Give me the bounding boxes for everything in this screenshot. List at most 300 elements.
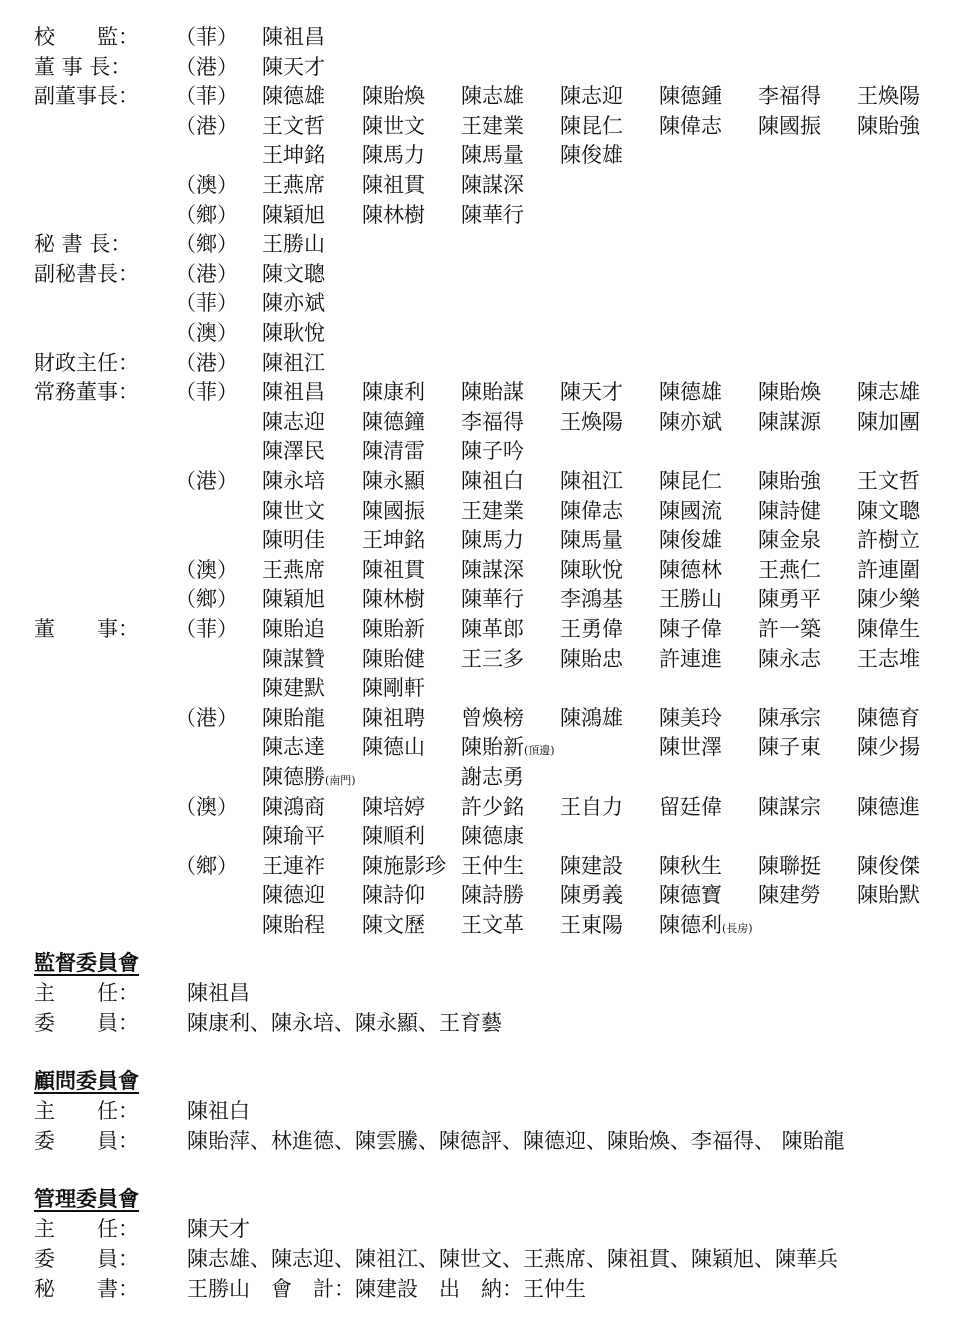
position-title: 秘 書 長： xyxy=(34,232,132,257)
member-name-text: 陳穎旭 xyxy=(262,587,325,612)
member-name-text: 王自力 xyxy=(560,794,623,819)
member-name xyxy=(758,407,821,437)
member-name-text: 陳勇平 xyxy=(758,587,821,612)
member-name-text: 陳鴻商 xyxy=(262,794,325,819)
member-name xyxy=(262,318,325,348)
member-name xyxy=(262,111,325,141)
member-name xyxy=(262,466,325,496)
roster-row xyxy=(0,496,980,526)
committee-row xyxy=(0,1126,980,1156)
roster-row xyxy=(0,703,980,733)
member-name-text: 陳文聰 xyxy=(262,261,325,286)
roster-row xyxy=(0,22,980,52)
member-name xyxy=(262,732,325,762)
member-name-text: 陳剛軒 xyxy=(362,676,425,701)
member-name xyxy=(262,348,325,378)
member-name-text: 陳永顯 xyxy=(362,469,425,493)
member-name-text: 陳偉志 xyxy=(560,498,623,523)
member-name xyxy=(659,525,722,555)
roster-row xyxy=(0,81,980,111)
member-name xyxy=(362,407,425,437)
member-name-text: 陳祖江 xyxy=(560,469,623,493)
member-name xyxy=(659,407,722,437)
member-name-text: 陳文聰 xyxy=(857,498,920,523)
member-name-text: 陳貽煥 xyxy=(362,84,425,109)
member-name xyxy=(262,851,325,881)
member-name-text: 王東陽 xyxy=(560,913,623,937)
member-name xyxy=(857,732,920,762)
member-name xyxy=(262,555,325,585)
member-name xyxy=(362,200,425,230)
region-tag: （港） xyxy=(175,705,238,730)
member-name xyxy=(758,377,821,407)
roster-row xyxy=(0,821,980,851)
roster-row xyxy=(0,732,980,762)
member-name-text: 陳亦斌 xyxy=(659,409,722,434)
roster-row xyxy=(0,466,980,496)
member-name-text: 許連進 xyxy=(659,646,722,671)
member-name xyxy=(659,732,722,762)
member-name-text: 陳謀深 xyxy=(461,557,524,582)
member-name-text: 陳祖貫 xyxy=(362,173,425,197)
member-name xyxy=(560,614,623,644)
member-name xyxy=(362,584,425,614)
member-name-text: 陳金泉 xyxy=(758,528,821,553)
member-name-text: 陳貽程 xyxy=(262,913,325,937)
member-name xyxy=(659,111,722,141)
member-name-text: 陳祖聘 xyxy=(362,705,425,730)
member-name xyxy=(362,910,425,940)
member-name xyxy=(262,644,325,674)
member-name xyxy=(659,555,722,585)
member-name-text: 陳偉志 xyxy=(659,113,722,138)
region-tag: （港） xyxy=(175,261,238,286)
member-name-text: 陳德康 xyxy=(461,824,524,849)
member-name xyxy=(362,496,425,526)
region-tag: （菲） xyxy=(175,291,238,316)
member-name-text: 陳貽強 xyxy=(857,113,920,138)
member-name xyxy=(461,821,524,851)
position-title: 董 事： xyxy=(34,617,139,641)
member-name xyxy=(362,673,425,703)
member-name-text: 李鴻基 xyxy=(560,587,623,612)
member-name-text: 陳祖昌 xyxy=(262,380,325,405)
member-name xyxy=(362,792,425,822)
member-name-text: 陳林樹 xyxy=(362,587,425,612)
member-name-text: 陳永志 xyxy=(758,646,821,671)
member-name xyxy=(262,703,325,733)
member-name-text: 陳昆仁 xyxy=(659,469,722,493)
roster-row xyxy=(0,555,980,585)
member-name-text: 陳康利 xyxy=(362,380,425,405)
committee-role-label: 主 任： xyxy=(34,1099,139,1123)
member-name-text: 陳亦斌 xyxy=(262,291,325,316)
member-note: (長房) xyxy=(722,922,753,935)
member-name xyxy=(560,910,623,940)
member-name-text: 陳林樹 xyxy=(362,202,425,227)
member-name-text: 陳德林 xyxy=(659,557,722,582)
member-name-text: 陳志迎 xyxy=(262,409,325,434)
member-name xyxy=(659,466,722,496)
member-name-text: 陳聯挺 xyxy=(758,853,821,878)
member-name-text: 陳貽新 xyxy=(362,617,425,641)
member-name xyxy=(857,584,920,614)
member-name xyxy=(758,496,821,526)
member-name xyxy=(362,821,425,851)
position-title: 常務董事： xyxy=(34,380,139,405)
member-name-text: 許樹立 xyxy=(857,528,920,553)
roster-row xyxy=(0,525,980,555)
member-name-text: 陳少樂 xyxy=(857,587,920,612)
member-name-text: 許連圍 xyxy=(857,557,920,582)
member-name xyxy=(758,644,821,674)
member-name-text: 陳華行 xyxy=(461,202,524,227)
committee-role-label: 委 員： xyxy=(34,1129,139,1153)
committee-members: 陳祖白 xyxy=(187,1099,250,1123)
region-tag: （菲） xyxy=(175,25,238,49)
member-name xyxy=(758,81,821,111)
member-name xyxy=(857,377,920,407)
roster-row xyxy=(0,851,980,881)
region-tag: （港） xyxy=(175,469,238,493)
member-name-text: 陳秋生 xyxy=(659,853,722,878)
roster-row xyxy=(0,880,980,910)
member-name-text: 陳子東 xyxy=(758,735,821,760)
committee-members: 陳貽萍、林進德、陳雲騰、陳德評、陳德迎、陳貽煥、李福得、 陳貽龍 xyxy=(187,1129,845,1153)
member-name-text: 陳祖昌 xyxy=(262,25,325,49)
member-name-text: 陳國流 xyxy=(659,498,722,523)
region-tag: （菲） xyxy=(175,380,238,405)
region-tag: （鄉） xyxy=(175,587,238,612)
member-name xyxy=(461,880,524,910)
member-name xyxy=(461,466,524,496)
position-title: 校 監： xyxy=(34,25,139,49)
member-name xyxy=(758,792,821,822)
member-name-text: 陳明佳 xyxy=(262,528,325,553)
roster-row xyxy=(0,170,980,200)
region-tag: （鄉） xyxy=(175,232,238,257)
committee-heading: 顧問委員會 xyxy=(34,1068,139,1093)
member-name xyxy=(560,880,623,910)
region-tag: （澳） xyxy=(175,173,238,197)
member-name xyxy=(560,407,623,437)
member-name-text: 陳瑜平 xyxy=(262,824,325,849)
member-name xyxy=(461,140,524,170)
member-name-text: 陳華行 xyxy=(461,587,524,612)
member-name-text: 陳建設 xyxy=(560,853,623,878)
member-name-text: 王勝山 xyxy=(262,232,325,257)
member-name-text: 陳德雄 xyxy=(659,380,722,405)
member-name xyxy=(461,555,524,585)
member-name xyxy=(857,555,920,585)
member-name xyxy=(362,880,425,910)
member-name xyxy=(262,22,325,52)
position-title: 副秘書長： xyxy=(34,261,139,286)
member-name-text: 留廷偉 xyxy=(659,794,722,819)
member-name xyxy=(857,496,920,526)
member-name xyxy=(362,555,425,585)
member-name xyxy=(362,436,425,466)
region-tag: （澳） xyxy=(175,794,238,819)
member-name xyxy=(758,555,821,585)
member-name-text: 陳國振 xyxy=(758,113,821,138)
position-title: 財政主任： xyxy=(34,350,139,375)
member-name-text: 陳國振 xyxy=(362,498,425,523)
member-name-text: 陳德勝 xyxy=(262,765,325,789)
roster-row xyxy=(0,614,980,644)
member-name-text: 陳德利 xyxy=(659,913,722,937)
member-name-text: 陳承宗 xyxy=(758,705,821,730)
member-name xyxy=(560,377,623,407)
member-name-text: 陳德進 xyxy=(857,794,920,819)
member-name xyxy=(857,703,920,733)
member-name-text: 陳馬力 xyxy=(362,143,425,168)
member-name-text: 陳天才 xyxy=(560,380,623,405)
member-name-text: 陳詩仰 xyxy=(362,883,425,908)
committee-role-label: 委 員： xyxy=(34,1011,139,1035)
member-name-text: 陳德育 xyxy=(857,705,920,730)
committee-heading: 監督委員會 xyxy=(34,950,139,975)
member-name-text: 陳謀源 xyxy=(758,409,821,434)
member-name xyxy=(461,762,524,792)
member-name-text: 陳貽健 xyxy=(362,646,425,671)
member-name xyxy=(560,81,623,111)
roster-row xyxy=(0,348,980,378)
member-name xyxy=(461,792,524,822)
roster-row xyxy=(0,644,980,674)
member-name xyxy=(659,377,722,407)
member-name xyxy=(758,614,821,644)
committee-members: 陳祖昌 xyxy=(187,981,250,1005)
member-name-text: 王燕席 xyxy=(262,173,325,197)
committee-heading-row xyxy=(0,1184,980,1214)
member-name xyxy=(461,851,524,881)
region-tag: （港） xyxy=(175,54,238,79)
member-name xyxy=(461,703,524,733)
committee-members: 陳康利、陳永培、陳永顯、王育藝 xyxy=(187,1011,502,1035)
roster-row xyxy=(0,111,980,141)
committee-heading-row xyxy=(0,1066,980,1096)
member-name xyxy=(362,644,425,674)
committee-heading-row xyxy=(0,948,980,978)
region-tag: （澳） xyxy=(175,557,238,582)
member-name xyxy=(560,584,623,614)
member-name-text: 王三多 xyxy=(461,646,524,671)
member-name-text: 陳德寶 xyxy=(659,883,722,908)
member-note: (頂邊) xyxy=(524,744,555,758)
member-name-text: 陳祖貫 xyxy=(362,557,425,582)
roster-row xyxy=(0,318,980,348)
member-name xyxy=(857,407,920,437)
committee-role-label: 委 員： xyxy=(34,1247,139,1271)
member-name xyxy=(262,259,325,289)
member-name-text: 李福得 xyxy=(461,409,524,434)
member-name-text: 陳順利 xyxy=(362,824,425,849)
member-name-text: 陳德鍾 xyxy=(659,84,722,109)
member-name xyxy=(262,81,325,111)
member-name-text: 陳耿悅 xyxy=(262,321,325,345)
member-name xyxy=(659,792,722,822)
member-name xyxy=(560,525,623,555)
member-name xyxy=(560,140,623,170)
region-tag: （港） xyxy=(175,113,238,138)
member-name xyxy=(262,673,325,703)
member-name-text: 王煥陽 xyxy=(560,409,623,434)
member-name-text: 陳祖白 xyxy=(461,469,524,493)
member-name xyxy=(461,200,524,230)
member-name xyxy=(262,880,325,910)
region-tag: （菲） xyxy=(175,84,238,109)
member-name xyxy=(262,910,325,940)
member-name xyxy=(659,703,722,733)
member-name xyxy=(461,496,524,526)
member-name-text: 王建業 xyxy=(461,498,524,523)
member-name xyxy=(758,584,821,614)
member-name-text: 陳貽煥 xyxy=(758,380,821,405)
committee-row xyxy=(0,1274,980,1304)
position-title: 董 事 長： xyxy=(34,54,132,79)
member-name xyxy=(659,496,722,526)
roster-row xyxy=(0,910,980,940)
roster-row xyxy=(0,792,980,822)
member-name-text: 曾煥榜 xyxy=(461,705,524,730)
member-name xyxy=(560,496,623,526)
member-name xyxy=(560,792,623,822)
member-name-text: 陳謀深 xyxy=(461,173,524,197)
member-name xyxy=(560,851,623,881)
member-name-text: 陳子吟 xyxy=(461,439,524,464)
region-tag: （澳） xyxy=(175,321,238,345)
member-name xyxy=(461,377,524,407)
committee-row xyxy=(0,1244,980,1274)
member-name xyxy=(659,644,722,674)
member-name xyxy=(362,732,425,762)
member-name-text: 陳偉生 xyxy=(857,617,920,641)
member-name-text: 王文革 xyxy=(461,913,524,937)
roster-row xyxy=(0,584,980,614)
member-name xyxy=(262,525,325,555)
member-name-text: 王文哲 xyxy=(262,113,325,138)
member-name-text: 陳貽追 xyxy=(262,617,325,641)
member-name-text: 陳貽新 xyxy=(461,735,524,760)
member-name-text: 王坤銘 xyxy=(262,143,325,168)
member-name xyxy=(560,644,623,674)
member-name xyxy=(857,644,920,674)
member-name-text: 陳穎旭 xyxy=(262,202,325,227)
member-name xyxy=(659,851,722,881)
member-name-text: 王建業 xyxy=(461,113,524,138)
member-name xyxy=(461,584,524,614)
member-name xyxy=(461,111,524,141)
member-name-text: 陳謀宗 xyxy=(758,794,821,819)
member-name xyxy=(857,81,920,111)
member-name xyxy=(262,614,325,644)
member-name xyxy=(362,614,425,644)
committee-row xyxy=(0,978,980,1008)
roster-row xyxy=(0,259,980,289)
member-name-text: 陳馬量 xyxy=(560,528,623,553)
committee-role-label: 主 任： xyxy=(34,1217,139,1241)
member-name xyxy=(262,821,325,851)
region-tag: （菲） xyxy=(175,617,238,641)
member-name-text: 陳謀贊 xyxy=(262,646,325,671)
member-name xyxy=(262,200,325,230)
member-name-text: 陳子偉 xyxy=(659,617,722,641)
member-name xyxy=(758,111,821,141)
committee-role-label: 主 任： xyxy=(34,981,139,1005)
member-name xyxy=(758,732,821,762)
member-name-text: 陳詩勝 xyxy=(461,883,524,908)
committee-members: 陳天才 xyxy=(187,1217,250,1241)
member-name xyxy=(262,52,325,82)
member-name xyxy=(461,436,524,466)
member-name xyxy=(461,525,524,555)
member-name-text: 陳貽龍 xyxy=(262,705,325,730)
member-name-text: 王志堆 xyxy=(857,646,920,671)
member-name-text: 陳澤民 xyxy=(262,439,325,464)
member-name xyxy=(758,880,821,910)
member-name xyxy=(659,584,722,614)
region-tag: （鄉） xyxy=(175,853,238,878)
member-name xyxy=(262,170,325,200)
member-name-text: 王文哲 xyxy=(857,469,920,493)
member-name xyxy=(362,81,425,111)
committee-row xyxy=(0,1214,980,1244)
member-name xyxy=(560,466,623,496)
member-name-text: 王連祚 xyxy=(262,853,325,878)
member-name xyxy=(461,910,524,940)
member-name xyxy=(362,140,425,170)
committee-members: 王勝山 會 計：陳建設 出 納：王仲生 xyxy=(187,1277,586,1301)
committee-row xyxy=(0,1008,980,1038)
member-name xyxy=(262,496,325,526)
member-name xyxy=(857,466,920,496)
member-name-text: 陳志迎 xyxy=(560,84,623,109)
member-name xyxy=(857,792,920,822)
member-name xyxy=(857,111,920,141)
member-name-text: 李福得 xyxy=(758,84,821,109)
member-name-text: 陳清雷 xyxy=(362,439,425,464)
member-name xyxy=(857,880,920,910)
member-name-text: 王燕仁 xyxy=(758,557,821,582)
member-name-text: 陳建勞 xyxy=(758,883,821,908)
roster-row xyxy=(0,762,980,792)
member-name xyxy=(659,880,722,910)
member-name xyxy=(362,170,425,200)
roster-row xyxy=(0,229,980,259)
member-name xyxy=(262,792,325,822)
member-name xyxy=(362,111,425,141)
member-name xyxy=(758,851,821,881)
member-name-text: 陳革郎 xyxy=(461,617,524,641)
roster-row xyxy=(0,288,980,318)
member-name xyxy=(362,851,446,881)
member-name xyxy=(659,910,753,944)
member-name-text: 陳志雄 xyxy=(461,84,524,109)
member-name xyxy=(362,525,425,555)
member-name-text: 陳德鐘 xyxy=(362,409,425,434)
member-name xyxy=(461,81,524,111)
committee-heading: 管理委員會 xyxy=(34,1186,139,1211)
member-name-text: 陳世文 xyxy=(262,498,325,523)
member-name-text: 陳德迎 xyxy=(262,883,325,908)
member-name-text: 陳加團 xyxy=(857,409,920,434)
member-name-text: 陳昆仁 xyxy=(560,113,623,138)
member-name-text: 王燕席 xyxy=(262,557,325,582)
member-name-text: 王坤銘 xyxy=(362,528,425,553)
member-name xyxy=(857,525,920,555)
member-name xyxy=(758,703,821,733)
